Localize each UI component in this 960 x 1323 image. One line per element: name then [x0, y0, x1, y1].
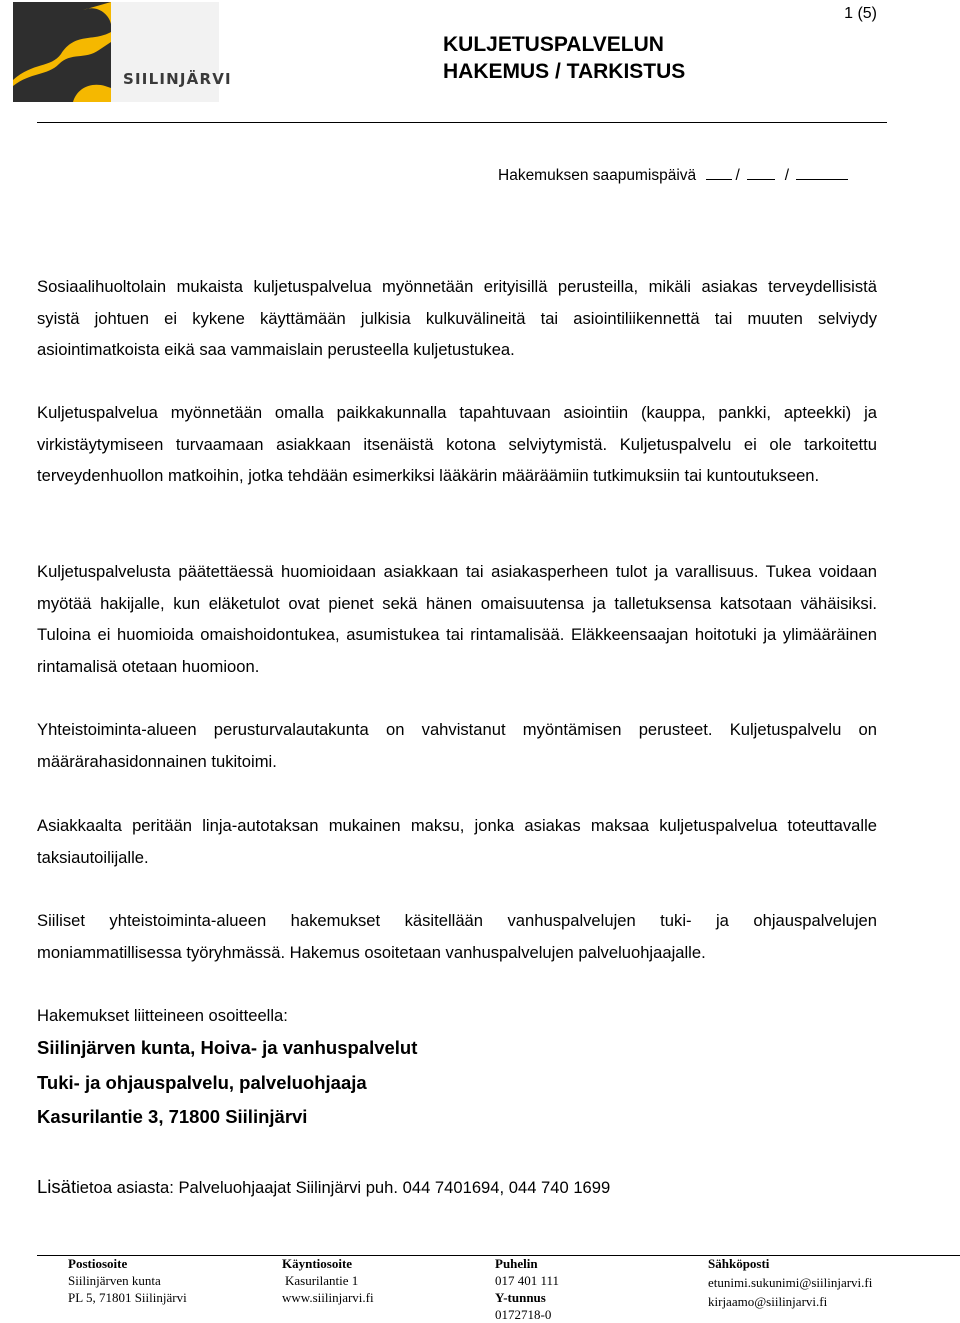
date-separator: / — [784, 167, 790, 184]
arrival-day-blank[interactable] — [706, 166, 732, 180]
body-paragraph-1 — [37, 271, 877, 366]
arrival-date-label: Hakemuksen saapumispäivä — [498, 167, 697, 184]
footer-website-link[interactable]: www.siilinjarvi.fi — [282, 1290, 374, 1305]
footer-visiting-address — [282, 1255, 374, 1306]
footer-email-link[interactable]: kirjaamo@siilinjarvi.fi — [708, 1294, 828, 1309]
paragraph-text: Asiakkaalta peritään linja-autotaksan mukainen maksu, jonka asiakas maksaa kuljetuspalvelua toteuttavalle taksiautoilijalle. — [37, 816, 877, 867]
contact-info-lead: Lisät — [37, 1176, 77, 1197]
address-line-3: Kasurilantie 3, 71800 Siilinjärvi — [37, 1106, 308, 1127]
arrival-date-field — [498, 166, 848, 185]
title-line-1: KULJETUSPALVELUN — [443, 33, 664, 56]
body-paragraph-5 — [37, 810, 877, 873]
document-title — [443, 31, 685, 85]
address-intro-text: Hakemukset liitteineen osoitteella: — [37, 1006, 288, 1025]
footer-text: PL 5, 71801 Siilinjärvi — [68, 1290, 187, 1305]
title-line-2: HAKEMUS / TARKISTUS — [443, 60, 686, 83]
footer-phone — [495, 1255, 559, 1323]
footer-text: 017 401 111 — [495, 1273, 560, 1288]
address-line-2: Tuki- ja ohjauspalvelu, palveluohjaaja — [37, 1071, 367, 1093]
address-line-1: Siilinjärven kunta, Hoiva- ja vanhuspalvelut — [37, 1037, 418, 1058]
footer-email-link[interactable]: etunimi.sukunimi@siilinjarvi.fi — [708, 1275, 873, 1290]
footer-email — [708, 1255, 872, 1310]
paragraph-text: Sosiaalihuoltolain mukaista kuljetuspalvelua myönnetään erityisillä perusteilla, mikäli asiakas terveydellisistä syistä johtuen ei kykene käyttämään julkisia kulkuvälineitä tai asiointiliikennettä tai muuten selviydy asiointimatkoista eikä saa vammaislain perusteella kuljetustukea. — [37, 277, 877, 360]
header-divider — [37, 122, 887, 123]
paragraph-text: Kuljetuspalvelua myönnetään omalla paikkakunnalla tapahtuvaan asiointiin (kauppa, pankki, apteekki) ja virkistäytymiseen turvaamaan asiakkaan itsenäistä kotona selviytymistä. Kuljetuspalvelu ei ole tarkoitettu terveydenhuollon matkoihin, jotka tehdään esimerkiksi lääkärin määräämiin tutkimuksiin tai kuntoutukseen. — [37, 403, 877, 486]
footer-heading: Käyntiosoite — [282, 1256, 353, 1271]
paragraph-text: Siiliset yhteistoiminta-alueen hakemukset käsitellään vanhuspalvelujen tuki- ja ohjauspalvelujen moniammatillisessa työryhmässä. Hakemus osoitetaan vanhuspalvelujen palveluohjaajalle. — [37, 911, 877, 962]
arrival-month-blank[interactable] — [747, 166, 775, 180]
footer-heading: Sähköposti — [708, 1256, 770, 1271]
address-intro — [37, 1000, 877, 1032]
footer-text: Kasurilantie 1 — [285, 1273, 359, 1288]
footer-postal-address — [68, 1255, 187, 1306]
paragraph-text: Yhteistoiminta-alueen perusturvalautakunta on vahvistanut myöntämisen perusteet. Kuljetuspalvelu on määrärahasidonnainen tukitoimi. — [37, 720, 877, 771]
municipality-logo — [13, 2, 232, 102]
arrival-year-blank[interactable] — [796, 166, 848, 180]
paragraph-text: Kuljetuspalvelusta päätettäessä huomioidaan asiakkaan tai asiakasperheen tulot ja varallisuus. Tukea voidaan myötää hakijalle, kun eläketulot ovat pienet sekä hänen omaisuutensa ja talletuksensa katsotaan vähäisiksi. Tuloina ei huomioida omaishoidontukea, asumistukea tai rintamalisää. Eläkkeensaajan hoitotuki ja ylimääräinen rintamalisä otetaan huomioon. — [37, 562, 877, 676]
body-paragraph-2 — [37, 397, 877, 492]
date-separator: / — [735, 167, 740, 184]
page-number: 1 (5) — [844, 5, 877, 22]
contact-info-rest: ietoa asiasta: Palveluohjaajat Siilinjärvi puh. 044 7401694, 044 740 1699 — [76, 1178, 611, 1197]
footer-heading: Postiosoite — [68, 1256, 128, 1271]
logo-wordmark: SIILINJÄRVI — [123, 70, 232, 88]
footer-heading: Y-tunnus — [495, 1290, 546, 1305]
body-paragraph-6 — [37, 905, 877, 968]
body-paragraph-4 — [37, 714, 877, 777]
contact-info — [37, 1176, 877, 1198]
footer-text: 0172718-0 — [495, 1307, 552, 1322]
body-paragraph-3 — [37, 556, 877, 682]
footer-text: Siilinjärven kunta — [68, 1273, 161, 1288]
mailing-address — [37, 1031, 877, 1135]
footer-heading: Puhelin — [495, 1256, 538, 1271]
